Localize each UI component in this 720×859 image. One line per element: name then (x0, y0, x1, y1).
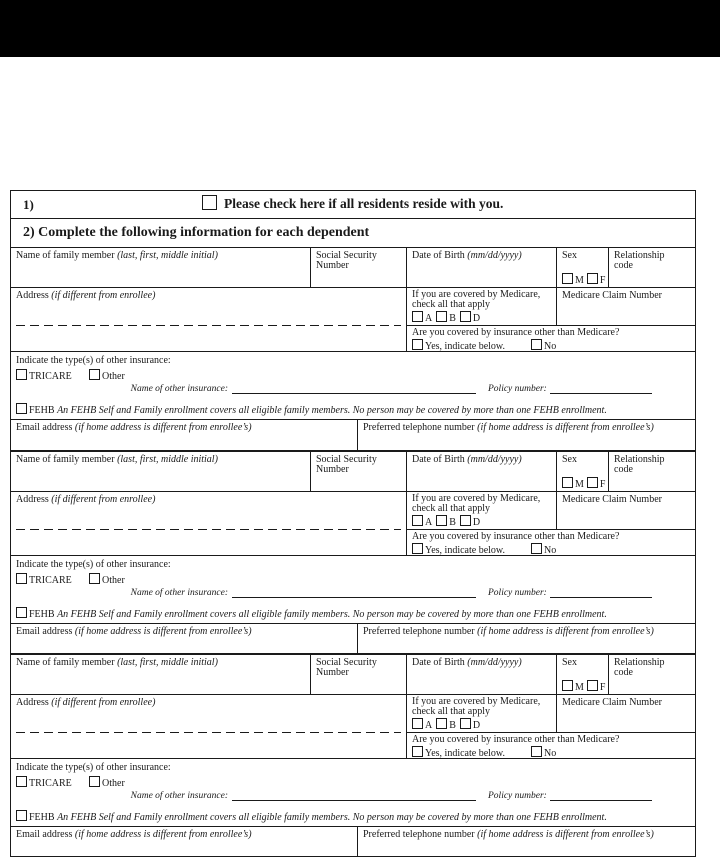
sex-m-label: M (575, 275, 584, 286)
policy-number-input[interactable] (550, 381, 652, 394)
other-insurance-name-label: Name of other insurance: (130, 384, 228, 394)
medicare-claim-cell (556, 694, 695, 732)
sex-m-label: M (575, 682, 584, 693)
tricare-checkbox[interactable] (16, 369, 27, 380)
email-cell (11, 419, 357, 450)
dob-cell (406, 452, 556, 491)
all-residents-checkbox[interactable] (202, 195, 217, 210)
sex-label: Sex (562, 657, 577, 668)
medicare-parts-cell (406, 287, 556, 325)
relationship-code-cell (608, 248, 695, 287)
address-cell (11, 694, 406, 758)
relationship-label-line2: code (614, 464, 633, 475)
medicare-b-label: B (449, 313, 456, 324)
ssn-input[interactable] (316, 679, 400, 692)
phone-label-text: Preferred telephone number (363, 626, 475, 637)
medicare-claim-input[interactable] (562, 305, 688, 321)
dependent-block (11, 653, 695, 856)
section-2-header (11, 219, 695, 247)
tricare-option (16, 573, 72, 586)
medicare-part-options (412, 718, 480, 731)
dob-label-text: Date of Birth (412, 657, 465, 668)
sex-f-checkbox[interactable] (587, 273, 598, 284)
medicare-label-line2: check all that apply (412, 503, 491, 514)
sex-m-label: M (575, 479, 584, 490)
dob-label (412, 657, 522, 668)
tricare-option (16, 776, 72, 789)
medicare-d-label: D (472, 517, 481, 528)
other-insurance-cell (11, 555, 695, 623)
other-label: Other (102, 575, 125, 586)
other-coverage-no-checkbox[interactable] (531, 746, 542, 757)
email-cell (11, 826, 357, 856)
other-coverage-cell (406, 529, 695, 555)
relationship-label-line2: code (614, 260, 633, 271)
sex-f-checkbox[interactable] (587, 477, 598, 488)
fehb-note: An FEHB Self and Family enrollment covers all eligible family members. No person may be covered by more than one FEHB enrollment. (57, 812, 607, 823)
address-cell (11, 287, 406, 351)
medicare-b-checkbox[interactable] (436, 311, 447, 322)
medicare-claim-cell (556, 491, 695, 529)
sex-f-label: F (599, 275, 606, 286)
medicare-label-line2: check all that apply (412, 706, 491, 717)
other-coverage-no-label: No (544, 341, 557, 352)
sex-m-checkbox[interactable] (562, 477, 573, 488)
other-insurance-name-input[interactable] (232, 381, 476, 394)
other-label: Other (102, 778, 125, 789)
section-2-title: 2) Complete the following information for each dependent (23, 225, 370, 240)
medicare-a-checkbox[interactable] (412, 718, 423, 729)
other-insurance-cell (11, 351, 695, 419)
medicare-label-line1: If you are covered by Medicare, (412, 493, 541, 504)
other-label: Other (102, 371, 125, 382)
insurance-types-label: Indicate the type(s) of other insurance: (16, 355, 171, 366)
sex-options (562, 477, 605, 490)
phone-label (363, 626, 654, 637)
other-insurance-name-label: Name of other insurance: (130, 588, 228, 598)
family-member-name-cell (11, 452, 310, 491)
address-input-line1[interactable] (16, 303, 400, 323)
other-coverage-cell (406, 325, 695, 351)
email-cell (11, 623, 357, 653)
dob-label-text: Date of Birth (412, 454, 465, 465)
relationship-code-input[interactable] (614, 272, 689, 285)
tricare-label: TRICARE (29, 575, 72, 586)
address-input-line2[interactable] (16, 329, 400, 349)
tricare-checkbox[interactable] (16, 573, 27, 584)
medicare-label-line1: If you are covered by Medicare, (412, 289, 541, 300)
address-input-line1[interactable] (16, 507, 400, 527)
name-label-text: Name of family member (16, 250, 115, 261)
email-label (16, 829, 252, 840)
ssn-cell (310, 452, 406, 491)
other-option (89, 369, 125, 382)
fehb-option (16, 810, 607, 823)
address-dashed-divider (16, 529, 401, 530)
other-coverage-question: Are you covered by insurance other than Medicare? (412, 327, 620, 338)
fehb-option (16, 403, 607, 416)
dob-label-text: Date of Birth (412, 250, 465, 261)
fehb-label: FEHB (29, 405, 55, 416)
name-label-hint: (last, first, middle initial) (117, 250, 218, 261)
other-coverage-cell (406, 732, 695, 758)
sex-label: Sex (562, 250, 577, 261)
tricare-checkbox[interactable] (16, 776, 27, 787)
ssn-label-line2: Number (316, 667, 349, 678)
phone-cell (357, 623, 695, 653)
medicare-d-checkbox[interactable] (460, 311, 471, 322)
email-input[interactable] (16, 434, 350, 449)
other-coverage-no-checkbox[interactable] (531, 543, 542, 554)
dob-label-hint: (mm/dd/yyyy) (467, 657, 522, 668)
medicare-parts-cell (406, 694, 556, 732)
name-label-text: Name of family member (16, 657, 115, 668)
dob-cell (406, 655, 556, 694)
family-member-name-label (16, 454, 218, 465)
relationship-label-line1: Relationship (614, 657, 665, 668)
sex-f-label: F (599, 682, 606, 693)
medicare-parts-cell (406, 491, 556, 529)
dependents-form (10, 190, 696, 857)
header-bar (0, 0, 720, 57)
medicare-d-label: D (472, 720, 481, 731)
dependent-blocks (11, 247, 695, 856)
name-label-hint: (last, first, middle initial) (117, 454, 218, 465)
sex-m-checkbox[interactable] (562, 680, 573, 691)
medicare-b-checkbox[interactable] (436, 515, 447, 526)
other-checkbox[interactable] (89, 369, 100, 380)
other-coverage-question: Are you covered by insurance other than Medicare? (412, 734, 620, 745)
family-member-name-label (16, 657, 218, 668)
phone-cell (357, 826, 695, 856)
email-label (16, 626, 252, 637)
other-coverage-yes-label: Yes, indicate below. (425, 748, 505, 759)
all-residents-row (11, 191, 695, 219)
email-label-text: Email address (16, 829, 73, 840)
insurance-types-label: Indicate the type(s) of other insurance: (16, 559, 171, 570)
relationship-code-input[interactable] (614, 679, 689, 692)
family-member-name-input[interactable] (16, 264, 304, 282)
other-coverage-yes-label: Yes, indicate below. (425, 545, 505, 556)
sex-m-checkbox[interactable] (562, 273, 573, 284)
phone-label-text: Preferred telephone number (363, 422, 475, 433)
phone-label (363, 829, 654, 840)
fehb-checkbox[interactable] (16, 403, 27, 414)
ssn-label-line1: Social Security (316, 250, 377, 261)
medicare-label-line2: check all that apply (412, 299, 491, 310)
dob-cell (406, 248, 556, 287)
email-input[interactable] (16, 638, 350, 653)
ssn-label-line2: Number (316, 464, 349, 475)
other-insurance-name-label: Name of other insurance: (130, 791, 228, 801)
relationship-code-cell (608, 452, 695, 491)
address-label-text: Address (16, 494, 49, 505)
sex-f-checkbox[interactable] (587, 680, 598, 691)
other-coverage-yes-checkbox[interactable] (412, 543, 423, 554)
policy-number-label: Policy number: (488, 384, 547, 394)
address-label (16, 290, 155, 301)
other-option (89, 573, 125, 586)
address-dashed-divider (16, 325, 401, 326)
address-input-line2[interactable] (16, 533, 400, 553)
fehb-label: FEHB (29, 812, 55, 823)
phone-label (363, 422, 654, 433)
medicare-a-checkbox[interactable] (412, 311, 423, 322)
other-coverage-question: Are you covered by insurance other than Medicare? (412, 531, 620, 542)
phone-input[interactable] (363, 841, 689, 856)
ssn-cell (310, 655, 406, 694)
phone-label-text: Preferred telephone number (363, 829, 475, 840)
tricare-label: TRICARE (29, 371, 72, 382)
email-input[interactable] (16, 841, 350, 856)
dependent-block (11, 247, 695, 450)
other-insurance-name-input[interactable] (232, 585, 476, 598)
other-coverage-no-label: No (544, 748, 557, 759)
sex-options (562, 680, 605, 693)
ssn-cell (310, 248, 406, 287)
phone-label-hint: (if home address is different from enrollee’s) (477, 422, 654, 433)
address-dashed-divider (16, 732, 401, 733)
medicare-a-checkbox[interactable] (412, 515, 423, 526)
dob-input[interactable] (412, 671, 550, 689)
section-1-number: 1) (23, 197, 34, 212)
email-label (16, 422, 252, 433)
name-label-text: Name of family member (16, 454, 115, 465)
phone-input[interactable] (363, 434, 689, 449)
dob-label (412, 454, 522, 465)
sex-cell (556, 452, 608, 491)
phone-label-hint: (if home address is different from enrollee’s) (477, 626, 654, 637)
sex-label: Sex (562, 454, 577, 465)
dob-input[interactable] (412, 264, 550, 282)
address-label-text: Address (16, 697, 49, 708)
fehb-checkbox[interactable] (16, 607, 27, 618)
medicare-d-checkbox[interactable] (460, 515, 471, 526)
dependent-block (11, 450, 695, 653)
medicare-claim-input[interactable] (562, 509, 688, 525)
fehb-checkbox[interactable] (16, 810, 27, 821)
ssn-label-line2: Number (316, 260, 349, 271)
dob-label-hint: (mm/dd/yyyy) (467, 250, 522, 261)
address-label-text: Address (16, 290, 49, 301)
tricare-option (16, 369, 72, 382)
relationship-code-input[interactable] (614, 476, 689, 489)
fehb-option (16, 607, 607, 620)
address-label-hint: (if different from enrollee) (51, 494, 156, 505)
policy-number-label: Policy number: (488, 791, 547, 801)
dob-input[interactable] (412, 468, 550, 486)
email-label-hint: (if home address is different from enrollee’s) (74, 422, 252, 433)
medicare-b-checkbox[interactable] (436, 718, 447, 729)
phone-cell (357, 419, 695, 450)
email-label-hint: (if home address is different from enrollee’s) (74, 829, 252, 840)
medicare-d-checkbox[interactable] (460, 718, 471, 729)
other-insurance-cell (11, 758, 695, 826)
other-coverage-yes-label: Yes, indicate below. (425, 341, 505, 352)
medicare-claim-label: Medicare Claim Number (562, 290, 662, 301)
all-residents-label: Please check here if all residents reside with you. (224, 196, 504, 211)
fehb-label: FEHB (29, 609, 55, 620)
relationship-label-line1: Relationship (614, 454, 665, 465)
address-label (16, 697, 155, 708)
sex-cell (556, 248, 608, 287)
other-checkbox[interactable] (89, 776, 100, 787)
other-coverage-no-checkbox[interactable] (531, 339, 542, 350)
medicare-part-options (412, 515, 480, 528)
address-label-hint: (if different from enrollee) (51, 290, 156, 301)
email-label-hint: (if home address is different from enrollee’s) (74, 626, 252, 637)
address-label (16, 494, 155, 505)
medicare-a-label: A (425, 720, 433, 731)
phone-input[interactable] (363, 638, 689, 653)
medicare-claim-input[interactable] (562, 712, 688, 728)
sex-f-label: F (599, 479, 606, 490)
ssn-label-line1: Social Security (316, 657, 377, 668)
sex-options (562, 273, 605, 286)
family-member-name-input[interactable] (16, 468, 304, 486)
fehb-note: An FEHB Self and Family enrollment covers all eligible family members. No person may be covered by more than one FEHB enrollment. (57, 405, 607, 416)
family-member-name-input[interactable] (16, 671, 304, 689)
phone-label-hint: (if home address is different from enrollee’s) (477, 829, 654, 840)
address-input-line2[interactable] (16, 736, 400, 756)
other-checkbox[interactable] (89, 573, 100, 584)
other-coverage-yes-checkbox[interactable] (412, 746, 423, 757)
dob-label-hint: (mm/dd/yyyy) (467, 454, 522, 465)
tricare-label: TRICARE (29, 778, 72, 789)
dob-label (412, 250, 522, 261)
medicare-label-line1: If you are covered by Medicare, (412, 696, 541, 707)
other-coverage-no-label: No (544, 545, 557, 556)
medicare-b-label: B (449, 720, 456, 731)
ssn-input[interactable] (316, 476, 400, 489)
email-label-text: Email address (16, 422, 73, 433)
medicare-claim-label: Medicare Claim Number (562, 494, 662, 505)
policy-number-label: Policy number: (488, 588, 547, 598)
name-label-hint: (last, first, middle initial) (117, 657, 218, 668)
address-label-hint: (if different from enrollee) (51, 697, 156, 708)
address-input-line1[interactable] (16, 710, 400, 730)
other-option (89, 776, 125, 789)
email-label-text: Email address (16, 626, 73, 637)
medicare-part-options (412, 311, 480, 324)
relationship-label-line2: code (614, 667, 633, 678)
medicare-d-label: D (472, 313, 481, 324)
ssn-label-line1: Social Security (316, 454, 377, 465)
medicare-a-label: A (425, 313, 433, 324)
insurance-types-label: Indicate the type(s) of other insurance: (16, 762, 171, 773)
policy-number-input[interactable] (550, 585, 652, 598)
other-coverage-yes-checkbox[interactable] (412, 339, 423, 350)
fehb-note: An FEHB Self and Family enrollment covers all eligible family members. No person may be covered by more than one FEHB enrollment. (57, 609, 607, 620)
relationship-code-cell (608, 655, 695, 694)
family-member-name-label (16, 250, 218, 261)
medicare-a-label: A (425, 517, 433, 528)
relationship-label-line1: Relationship (614, 250, 665, 261)
family-member-name-cell (11, 248, 310, 287)
medicare-claim-cell (556, 287, 695, 325)
medicare-b-label: B (449, 517, 456, 528)
address-cell (11, 491, 406, 555)
ssn-input[interactable] (316, 272, 400, 285)
policy-number-input[interactable] (550, 788, 652, 801)
medicare-claim-label: Medicare Claim Number (562, 697, 662, 708)
sex-cell (556, 655, 608, 694)
family-member-name-cell (11, 655, 310, 694)
other-insurance-name-input[interactable] (232, 788, 476, 801)
